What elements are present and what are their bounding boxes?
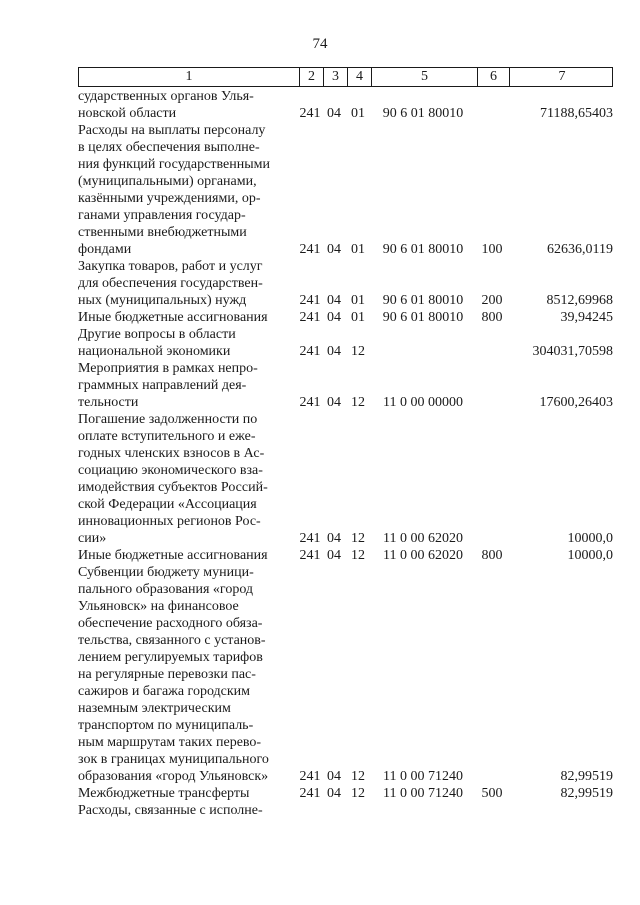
admin-code: 241 — [299, 310, 321, 325]
table-row — [78, 802, 613, 819]
column-header-2: 2 — [299, 68, 323, 86]
table-row — [78, 326, 613, 360]
amount-value: 82,99519 — [560, 786, 613, 801]
amount-value: 17600,26403 — [539, 395, 613, 410]
description-line: обеспечение расходного обяза- — [78, 616, 263, 631]
target-article-code: 11 0 00 71240 — [383, 769, 463, 784]
section-code: 04 — [327, 395, 341, 410]
description-line: для обеспечения государствен- — [78, 276, 263, 291]
target-article-code: 11 0 00 62020 — [383, 531, 463, 546]
description-line: наземным электрическим — [78, 701, 231, 716]
expense-type-code: 800 — [481, 310, 503, 325]
amount-value: 71188,65403 — [540, 106, 613, 121]
table-row — [78, 309, 613, 326]
row-description — [78, 88, 298, 122]
table-row — [78, 564, 613, 785]
subsection-code: 12 — [351, 548, 365, 563]
row-description — [78, 258, 298, 309]
description-line: сажиров и багажа городским — [78, 684, 251, 699]
description-line: инновационных регионов Рос- — [78, 514, 261, 529]
target-article-code: 11 0 00 71240 — [383, 786, 463, 801]
expense-type-code: 100 — [481, 242, 503, 257]
table-row — [78, 411, 613, 547]
admin-code: 241 — [299, 293, 321, 308]
description-line: оплате вступительного и еже- — [78, 429, 256, 444]
admin-code: 241 — [299, 242, 321, 257]
expense-type-code: 500 — [481, 786, 503, 801]
section-code: 04 — [327, 310, 341, 325]
description-line: национальной экономики — [78, 344, 231, 359]
row-description — [78, 802, 298, 819]
description-line: Межбюджетные трансферты — [78, 786, 250, 801]
table-row — [78, 547, 613, 564]
column-header-7: 7 — [509, 68, 614, 86]
description-line: ным маршрутам таких перево- — [78, 735, 262, 750]
admin-code: 241 — [299, 548, 321, 563]
description-line: Ульяновск» на финансовое — [78, 599, 239, 614]
section-code: 04 — [327, 769, 341, 784]
description-line: Другие вопросы в области — [78, 327, 236, 342]
description-line: Расходы, связанные с исполне- — [78, 803, 263, 818]
description-line: социацию экономического вза- — [78, 463, 263, 478]
admin-code: 241 — [299, 769, 321, 784]
description-line: Мероприятия в рамках непро- — [78, 361, 258, 376]
description-line: Иные бюджетные ассигнования — [78, 548, 268, 563]
subsection-code: 12 — [351, 395, 365, 410]
description-line: образования «город Ульяновск» — [78, 769, 269, 784]
description-line: ганами управления государ- — [78, 208, 246, 223]
amount-value: 82,99519 — [560, 769, 613, 784]
admin-code: 241 — [299, 786, 321, 801]
row-description — [78, 326, 298, 360]
description-line: тельства, связанного с установ- — [78, 633, 266, 648]
row-description — [78, 122, 298, 258]
section-code: 04 — [327, 786, 341, 801]
table-row — [78, 258, 613, 309]
section-code: 04 — [327, 344, 341, 359]
admin-code: 241 — [299, 395, 321, 410]
table-row — [78, 360, 613, 411]
section-code: 04 — [327, 548, 341, 563]
row-description — [78, 547, 298, 564]
description-line: сударственных органов Улья- — [78, 89, 254, 104]
table-body — [78, 87, 613, 819]
row-description — [78, 411, 298, 547]
subsection-code: 01 — [351, 310, 365, 325]
description-line: лением регулируемых тарифов — [78, 650, 263, 665]
description-line: фондами — [78, 242, 132, 257]
section-code: 04 — [327, 106, 341, 121]
target-article-code: 11 0 00 00000 — [383, 395, 463, 410]
column-header-1: 1 — [185, 69, 193, 84]
description-line: (муниципальными) органами, — [78, 174, 257, 189]
description-line: ния функций государственными — [78, 157, 270, 172]
description-line: Иные бюджетные ассигнования — [78, 310, 268, 325]
table-header — [78, 67, 613, 87]
description-line: Расходы на выплаты персоналу — [78, 123, 266, 138]
row-description — [78, 564, 298, 785]
description-line: ской Федерации «Ассоциация — [78, 497, 257, 512]
description-line: Закупка товаров, работ и услуг — [78, 259, 263, 274]
description-line: имодействия субъектов Россий- — [78, 480, 268, 495]
subsection-code: 01 — [351, 106, 365, 121]
expense-type-code: 200 — [481, 293, 503, 308]
page-number: 74 — [312, 36, 328, 52]
admin-code: 241 — [299, 344, 321, 359]
target-article-code: 90 6 01 80010 — [382, 242, 464, 257]
description-line: годных членских взносов в Ас- — [78, 446, 265, 461]
admin-code: 241 — [299, 106, 321, 121]
subsection-code: 12 — [351, 786, 365, 801]
description-line: ных (муниципальных) нужд — [78, 293, 247, 308]
amount-value: 62636,0119 — [547, 242, 613, 257]
amount-value: 304031,70598 — [532, 344, 613, 359]
expense-type-code: 800 — [481, 548, 503, 563]
section-code: 04 — [327, 242, 341, 257]
description-line: граммных направлений дея- — [78, 378, 247, 393]
table-row — [78, 122, 613, 258]
column-header-5: 5 — [371, 68, 477, 86]
table-row — [78, 88, 613, 122]
amount-value: 39,94245 — [560, 310, 613, 325]
admin-code: 241 — [299, 531, 321, 546]
table-row — [78, 785, 613, 802]
column-header-3: 3 — [323, 68, 347, 86]
subsection-code: 01 — [351, 242, 365, 257]
target-article-code: 90 6 01 80010 — [382, 293, 464, 308]
subsection-code: 01 — [351, 293, 365, 308]
section-code: 04 — [327, 293, 341, 308]
target-article-code: 90 6 01 80010 — [382, 106, 464, 121]
amount-value: 8512,69968 — [546, 293, 613, 308]
row-description — [78, 785, 298, 802]
row-description — [78, 309, 298, 326]
target-article-code: 90 6 01 80010 — [382, 310, 464, 325]
description-line: ственными внебюджетными — [78, 225, 247, 240]
section-code: 04 — [327, 531, 341, 546]
subsection-code: 12 — [351, 344, 365, 359]
description-line: зок в границах муниципального — [78, 752, 269, 767]
column-header-6: 6 — [477, 68, 509, 86]
description-line: на регулярные перевозки пас- — [78, 667, 256, 682]
target-article-code: 11 0 00 62020 — [383, 548, 463, 563]
description-line: тельности — [78, 395, 139, 410]
amount-value: 10000,0 — [567, 548, 613, 563]
description-line: казёнными учреждениями, ор- — [78, 191, 261, 206]
description-line: Субвенции бюджету муници- — [78, 565, 254, 580]
budget-table — [78, 67, 613, 819]
description-line: в целях обеспечения выполне- — [78, 140, 260, 155]
description-line: сии» — [78, 531, 107, 546]
description-line: пального образования «город — [78, 582, 254, 597]
row-description — [78, 360, 298, 411]
description-line: транспортом по муниципаль- — [78, 718, 254, 733]
description-line: Погашение задолженности по — [78, 412, 258, 427]
column-header-4: 4 — [347, 68, 371, 86]
subsection-code: 12 — [351, 531, 365, 546]
amount-value: 10000,0 — [567, 531, 613, 546]
subsection-code: 12 — [351, 769, 365, 784]
description-line: новской области — [78, 106, 177, 121]
